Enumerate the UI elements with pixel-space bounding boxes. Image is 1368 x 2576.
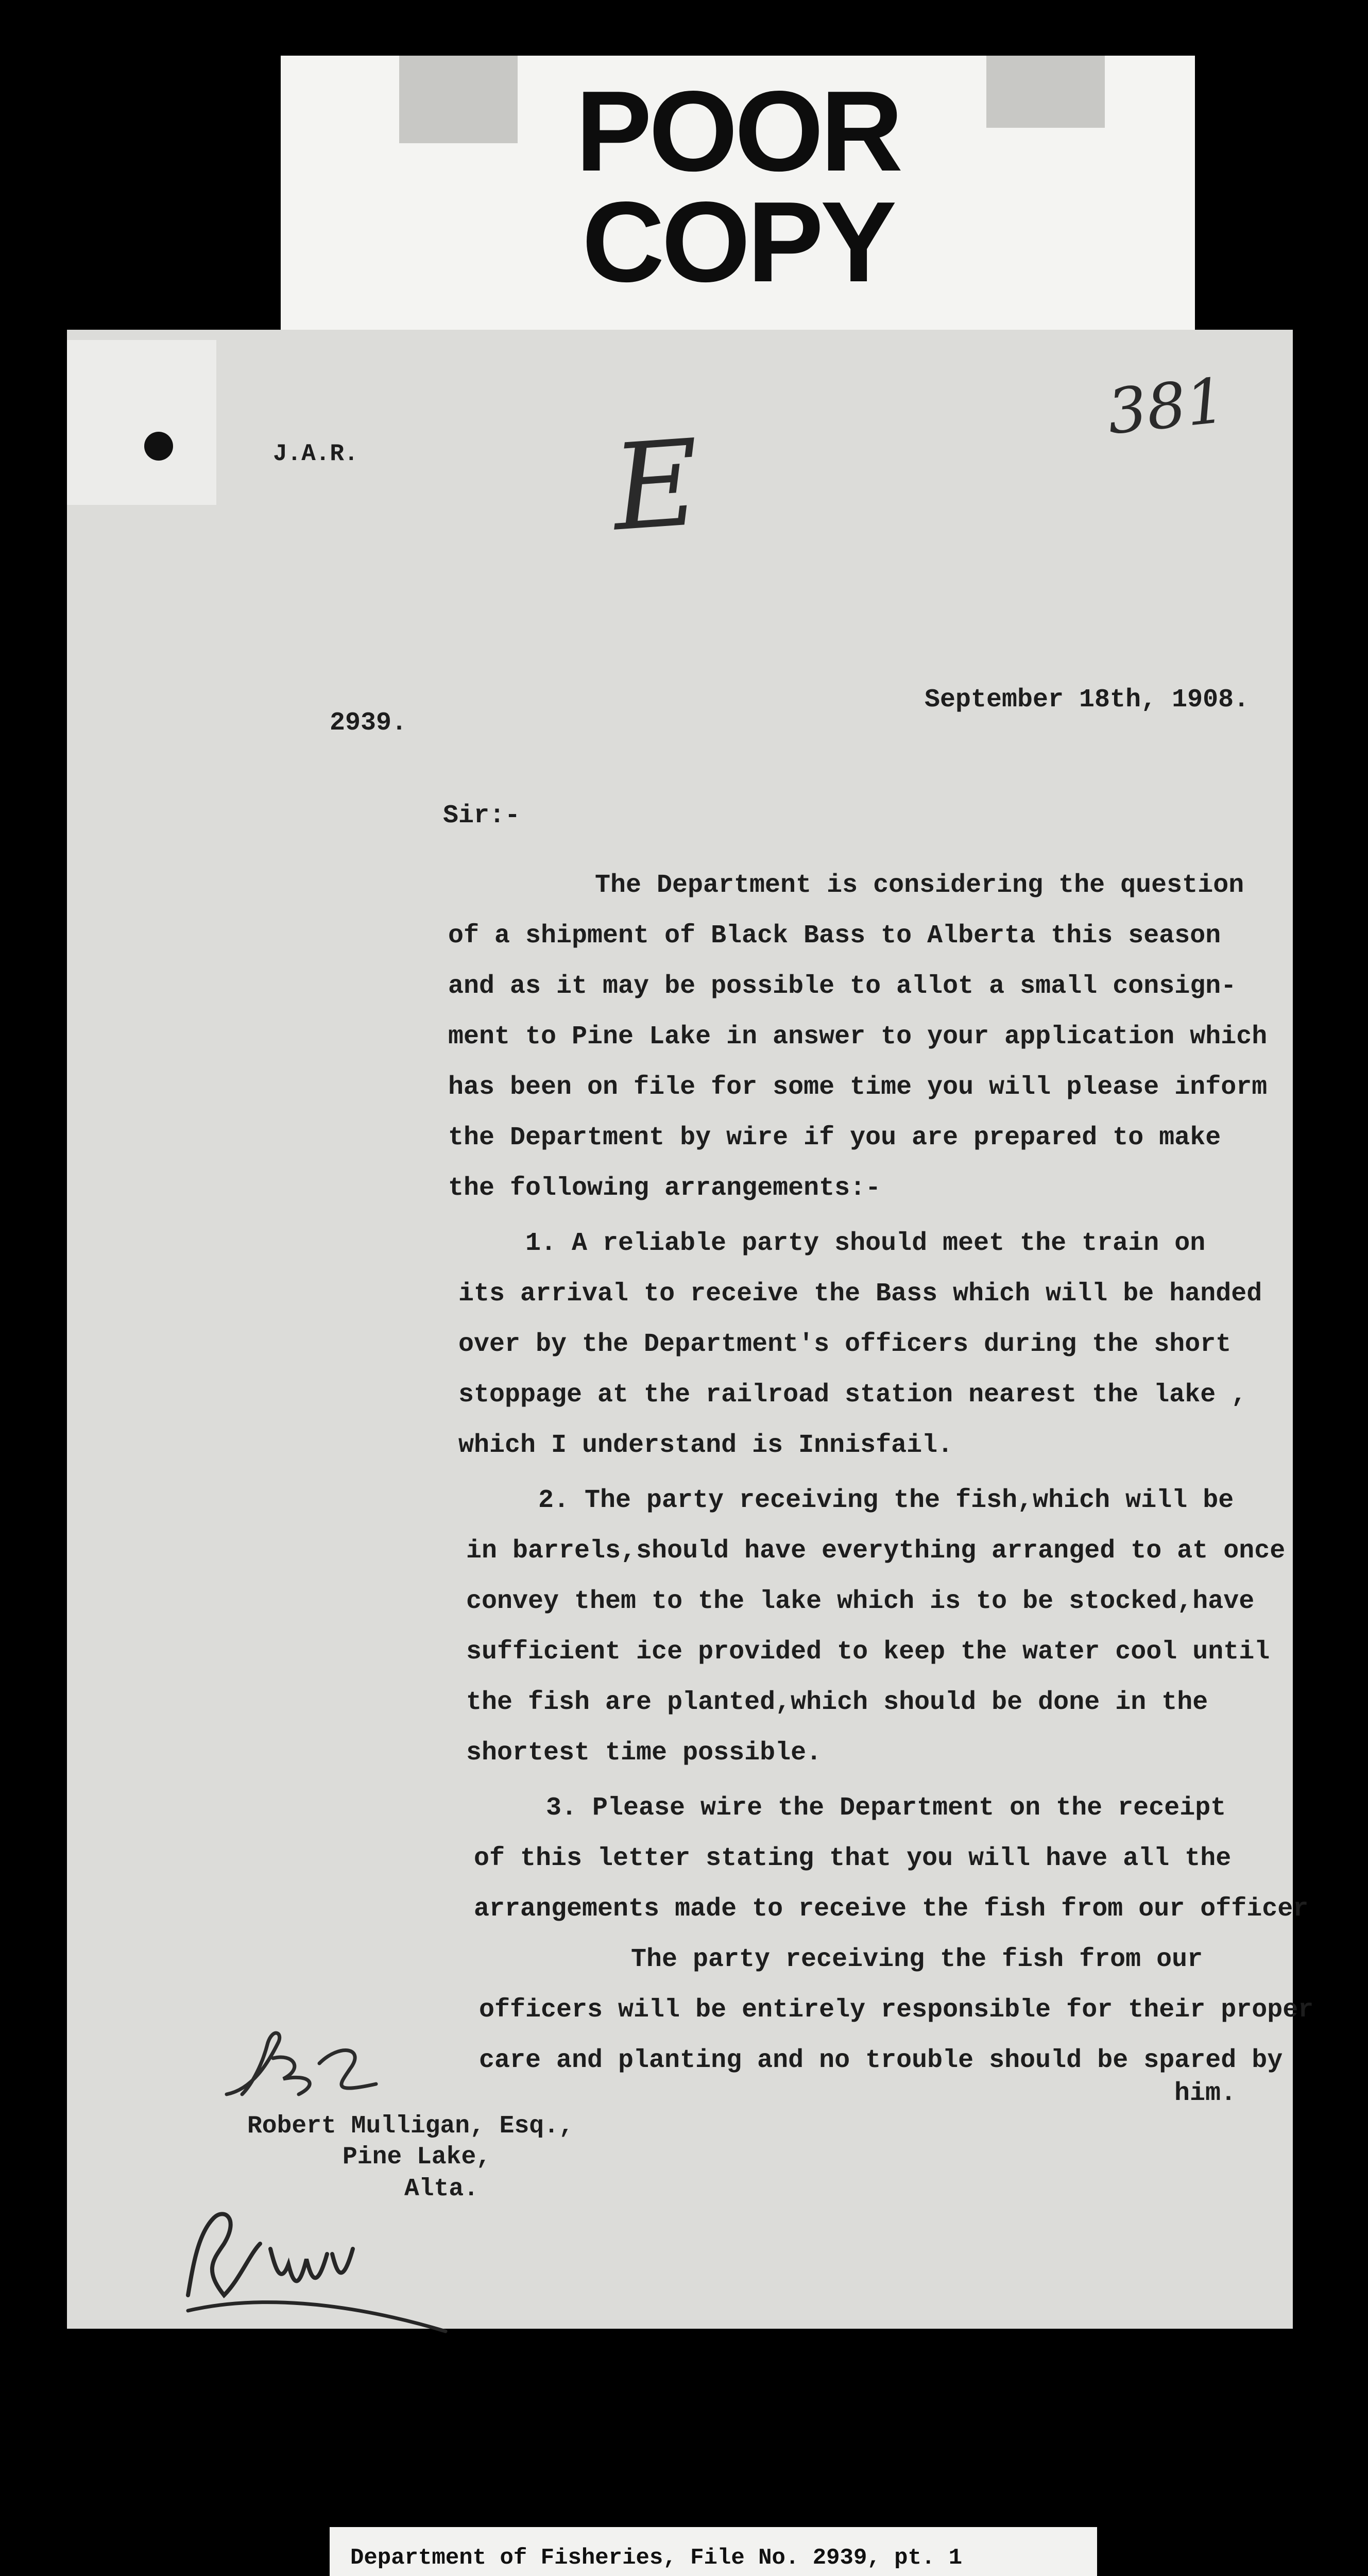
tape-strip [399, 56, 518, 143]
typist-initials: J.A.R. [273, 440, 358, 467]
body-line: has been on file for some time you will please inform [448, 1073, 1268, 1102]
body-line: which I understand is Innisfail. [458, 1431, 953, 1460]
handwritten-page-number: 381 [1104, 365, 1229, 449]
body-line: the following arrangements:- [448, 1174, 881, 1203]
body-line: of this letter stating that you will have all the [474, 1844, 1232, 1873]
body-line: and as it may be possible to allot a small consign- [448, 972, 1237, 1001]
body-line: of a shipment of Black Bass to Alberta this season [448, 921, 1221, 951]
addressee-name: Robert Mulligan, Esq., [247, 2112, 574, 2140]
body-line: over by the Department's officers during the short [458, 1330, 1232, 1359]
addressee-province: Alta. [404, 2175, 479, 2203]
body-line: the Department by wire if you are prepared to make [448, 1123, 1221, 1153]
file-number: 2939. [330, 708, 407, 738]
punch-hole [144, 432, 173, 461]
filing-tab [67, 340, 216, 505]
body-line: 2. The party receiving the fish,which will be [538, 1486, 1234, 1515]
banner-line-1: POOR [575, 67, 900, 195]
body-line: The party receiving the fish from our [631, 1945, 1203, 1974]
body-line: the fish are planted,which should be done in the [466, 1688, 1208, 1717]
handwritten-mark: E [608, 414, 705, 558]
body-line: care and planting and no trouble should be spared by [479, 2046, 1283, 2075]
banner-line-2: COPY [582, 178, 894, 306]
tape-strip [986, 56, 1105, 128]
body-line: arrangements made to receive the fish from our officer [474, 1894, 1309, 1924]
addressee-place: Pine Lake, [343, 2143, 491, 2171]
body-line: convey them to the lake which is to be stocked,have [466, 1587, 1255, 1616]
body-line: shortest time possible. [466, 1738, 822, 1768]
body-line: its arrival to receive the Bass which will be handed [458, 1279, 1262, 1309]
body-line: him. [1174, 2079, 1237, 2108]
handwritten-initials-signature [221, 2022, 386, 2110]
body-line: sufficient ice provided to keep the water cool until [466, 1637, 1270, 1667]
body-line: 3. Please wire the Department on the receipt [546, 1793, 1226, 1823]
letter-date: September 18th, 1908. [925, 685, 1250, 715]
handwritten-signature [178, 2202, 466, 2336]
body-line: The Department is considering the question [595, 871, 1244, 900]
poor-copy-banner [281, 56, 1195, 331]
file-reference-text: Department of Fisheries, File No. 2939, pt. 1 [350, 2545, 963, 2571]
body-line: ment to Pine Lake in answer to your application which [448, 1022, 1268, 1052]
file-reference-label [330, 2527, 1097, 2576]
body-line: 1. A reliable party should meet the train on [525, 1229, 1206, 1258]
body-line: officers will be entirely responsible for their proper [479, 1995, 1314, 2025]
salutation: Sir:- [443, 801, 521, 831]
body-line: stoppage at the railroad station nearest the lake , [458, 1380, 1247, 1410]
body-line: in barrels,should have everything arranged to at once [466, 1536, 1286, 1566]
letter-page [67, 330, 1314, 2329]
